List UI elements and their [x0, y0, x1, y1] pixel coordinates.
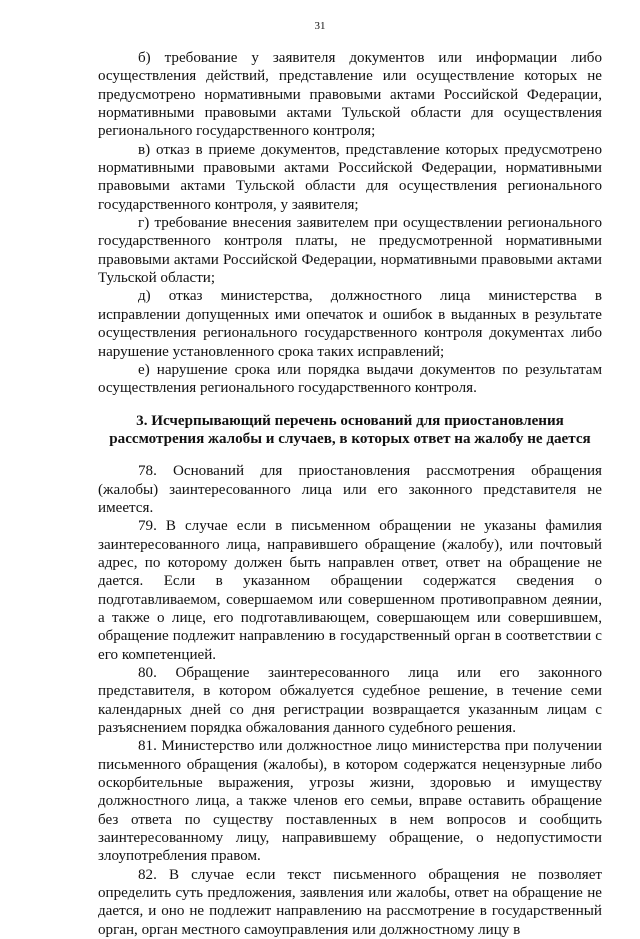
paragraph-78: 78. Оснований для приостановления рассмотрения обращения (жалобы) заинтересованного лица или его законного представителя не имеется. — [98, 463, 602, 516]
paragraph-item-v: в) отказ в приеме документов, представление которых предусмотрено нормативными правовыми актами Российской Федерации, нормативными правовыми актами Тульской области для осуществления регионального государственного контроля, у заявителя; — [98, 141, 602, 213]
paragraph-item-e: е) нарушение срока или порядка выдачи документов по результатам осуществления регионального государственного контроля. — [98, 361, 602, 397]
section-heading: 3. Исчерпывающий перечень оснований для приостановления рассмотрения жалобы и случаев, в которых ответ на жалобу не дается — [109, 412, 591, 447]
paragraph-81: 81. Министерство или должностное лицо министерства при получении письменного обращения (жалобы), в котором содержатся нецензурные либо оскорбительные выражения, угрозы жизни, здоровью и имуществу должностного лица, а также членов его семьи, вправе оставить обращение без ответа по существу поставленных в нем вопросов и сообщить заинтересованному лицу, направившему обращение, о недопустимости злоупотребления правом. — [98, 738, 602, 865]
paragraph-79: 79. В случае если в письменном обращении не указаны фамилия заинтересованного лица, направившего обращение (жалобу), или почтовый адрес, по которому должен быть направлен ответ, ответ на обращение не дается. Если в указанном обращении содержатся сведения о подготавливаемом, совершаемом или совершенном противоправном деянии, а также о лице, его подготавливающем, совершающем или совершившем, обращение подлежит направлению в государственный орган в соответствии с его компетенцией. — [98, 518, 602, 663]
paragraph-item-b: б) требование у заявителя документов или информации либо осуществления действий, представление или осуществление которых не предусмотрено нормативными правовыми актами Российской Федерации, нормативными правовыми актами Тульской области для осуществления регионального государственного контроля; — [98, 50, 602, 140]
paragraph-item-g: г) требование внесения заявителем при осуществлении регионального государственного контроля платы, не предусмотренной нормативными правовыми актами Российской Федерации, нормативными правовыми актами Тульской области; — [98, 215, 602, 287]
page-number: 31 — [314, 20, 326, 32]
paragraph-item-d: д) отказ министерства, должностного лица министерства в исправлении допущенных ими опечаток и ошибок в выданных в результате осуществления регионального государственного контроля документах либо нарушение установленного срока таких исправлений; — [98, 288, 602, 360]
paragraph-82: 82. В случае если текст письменного обращения не позволяет определить суть предложения, заявления или жалобы, ответ на обращение не дается, и оно не подлежит направлению на рассмотрение в государственный орган, орган местного самоуправления или должностному лицу в — [98, 866, 602, 938]
document-body — [98, 49, 602, 939]
paragraph-80: 80. Обращение заинтересованного лица или его законного представителя, в котором обжалуется судебное решение, в течение семи календарных дней со дня регистрации возвращается указанным лицам с разъяснением порядка обжалования данного судебного решения. — [98, 665, 602, 737]
section-spacer — [98, 398, 602, 402]
